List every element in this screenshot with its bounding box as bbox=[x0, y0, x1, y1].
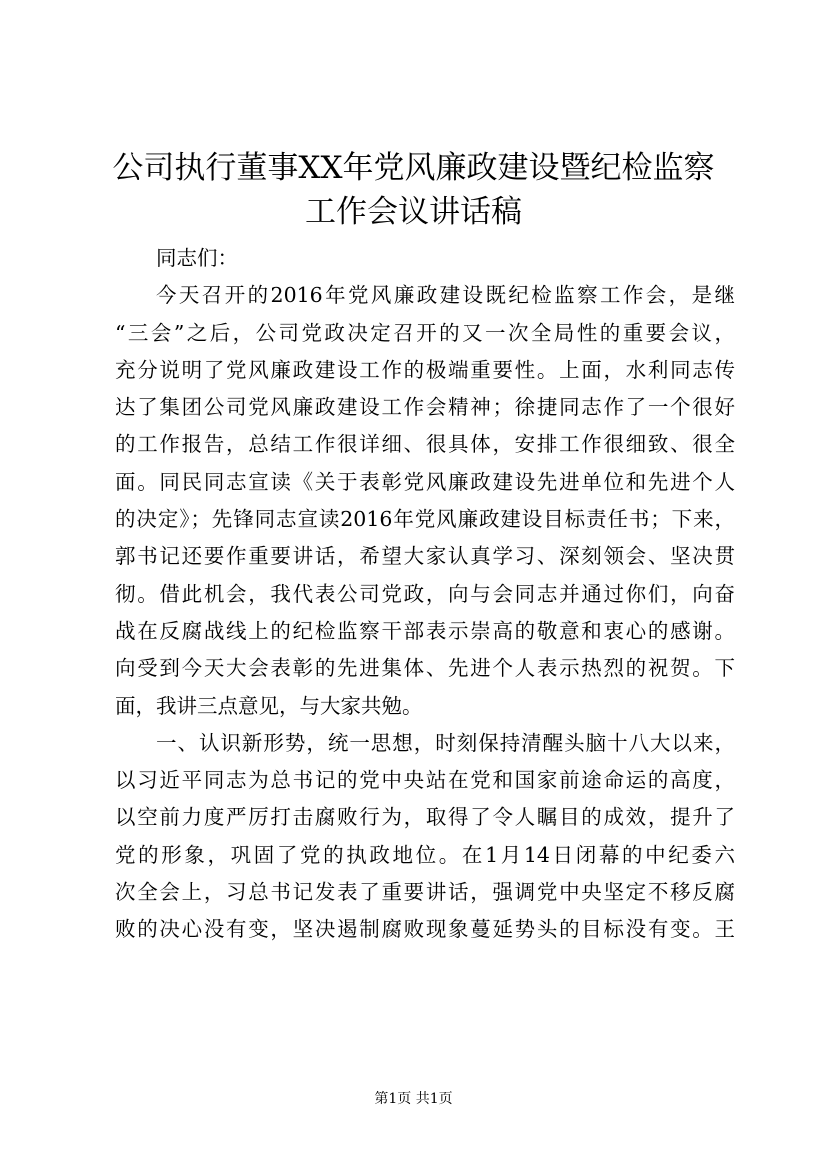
body-line: 充分说明了党风廉政建设工作的极端重要性。上面，水利同志传 bbox=[115, 357, 735, 382]
document-body bbox=[115, 240, 735, 949]
body-line: 向受到今天大会表彰的先进集体、先进个人表示热烈的祝贺。下 bbox=[115, 656, 735, 681]
body-line: 的工作报告，总结工作很详细、很具体，安排工作很细致、很全 bbox=[115, 432, 735, 457]
body-line: 面。同民同志宣读《关于表彰党风廉政建设先进单位和先进个人 bbox=[115, 469, 735, 494]
body-line: 战在反腐战线上的纪检监察干部表示崇高的敬意和衷心的感谢。 bbox=[115, 618, 735, 643]
body-line: 今天召开的2016年党风廉政建设既纪检监察工作会，是继 bbox=[156, 283, 735, 308]
body-line: 彻。借此机会，我代表公司党政，向与会同志并通过你们，向奋 bbox=[115, 581, 735, 606]
document-title-line-2: 工作会议讲话稿 bbox=[305, 194, 522, 230]
body-line: 郭书记还要作重要讲话，希望大家认真学习、深刻领会、坚决贯 bbox=[115, 544, 735, 569]
body-line: 以空前力度严厉打击腐败行为，取得了令人瞩目的成效，提升了 bbox=[115, 805, 735, 830]
page-footer: 第1页 共1页 bbox=[374, 1091, 453, 1107]
greeting-line: 同志们： bbox=[156, 246, 238, 270]
body-line: 的决定》；先锋同志宣读2016年党风廉政建设目标责任书；下来， bbox=[115, 507, 735, 532]
body-line: 面，我讲三点意见，与大家共勉。 bbox=[115, 693, 423, 718]
body-line: “三会”之后，公司党政决定召开的又一次全局性的重要会议， bbox=[115, 320, 735, 345]
body-line: 达了集团公司党风廉政建设工作会精神；徐捷同志作了一个很好 bbox=[115, 395, 735, 420]
body-line: 以习近平同志为总书记的党中央站在党和国家前途命运的高度， bbox=[115, 768, 735, 793]
body-line: 党的形象，巩固了党的执政地位。在1月14日闭幕的中纪委六 bbox=[115, 842, 735, 867]
body-line: 次全会上，习总书记发表了重要讲话，强调党中央坚定不移反腐 bbox=[115, 880, 735, 905]
body-line: 败的决心没有变，坚决遏制腐败现象蔓延势头的目标没有变。王 bbox=[115, 917, 735, 942]
body-line: 一、认识新形势，统一思想，时刻保持清醒头脑十八大以来， bbox=[156, 730, 735, 755]
document-title-line-1: 公司执行董事XX年党风廉政建设暨纪检监察 bbox=[112, 150, 715, 186]
